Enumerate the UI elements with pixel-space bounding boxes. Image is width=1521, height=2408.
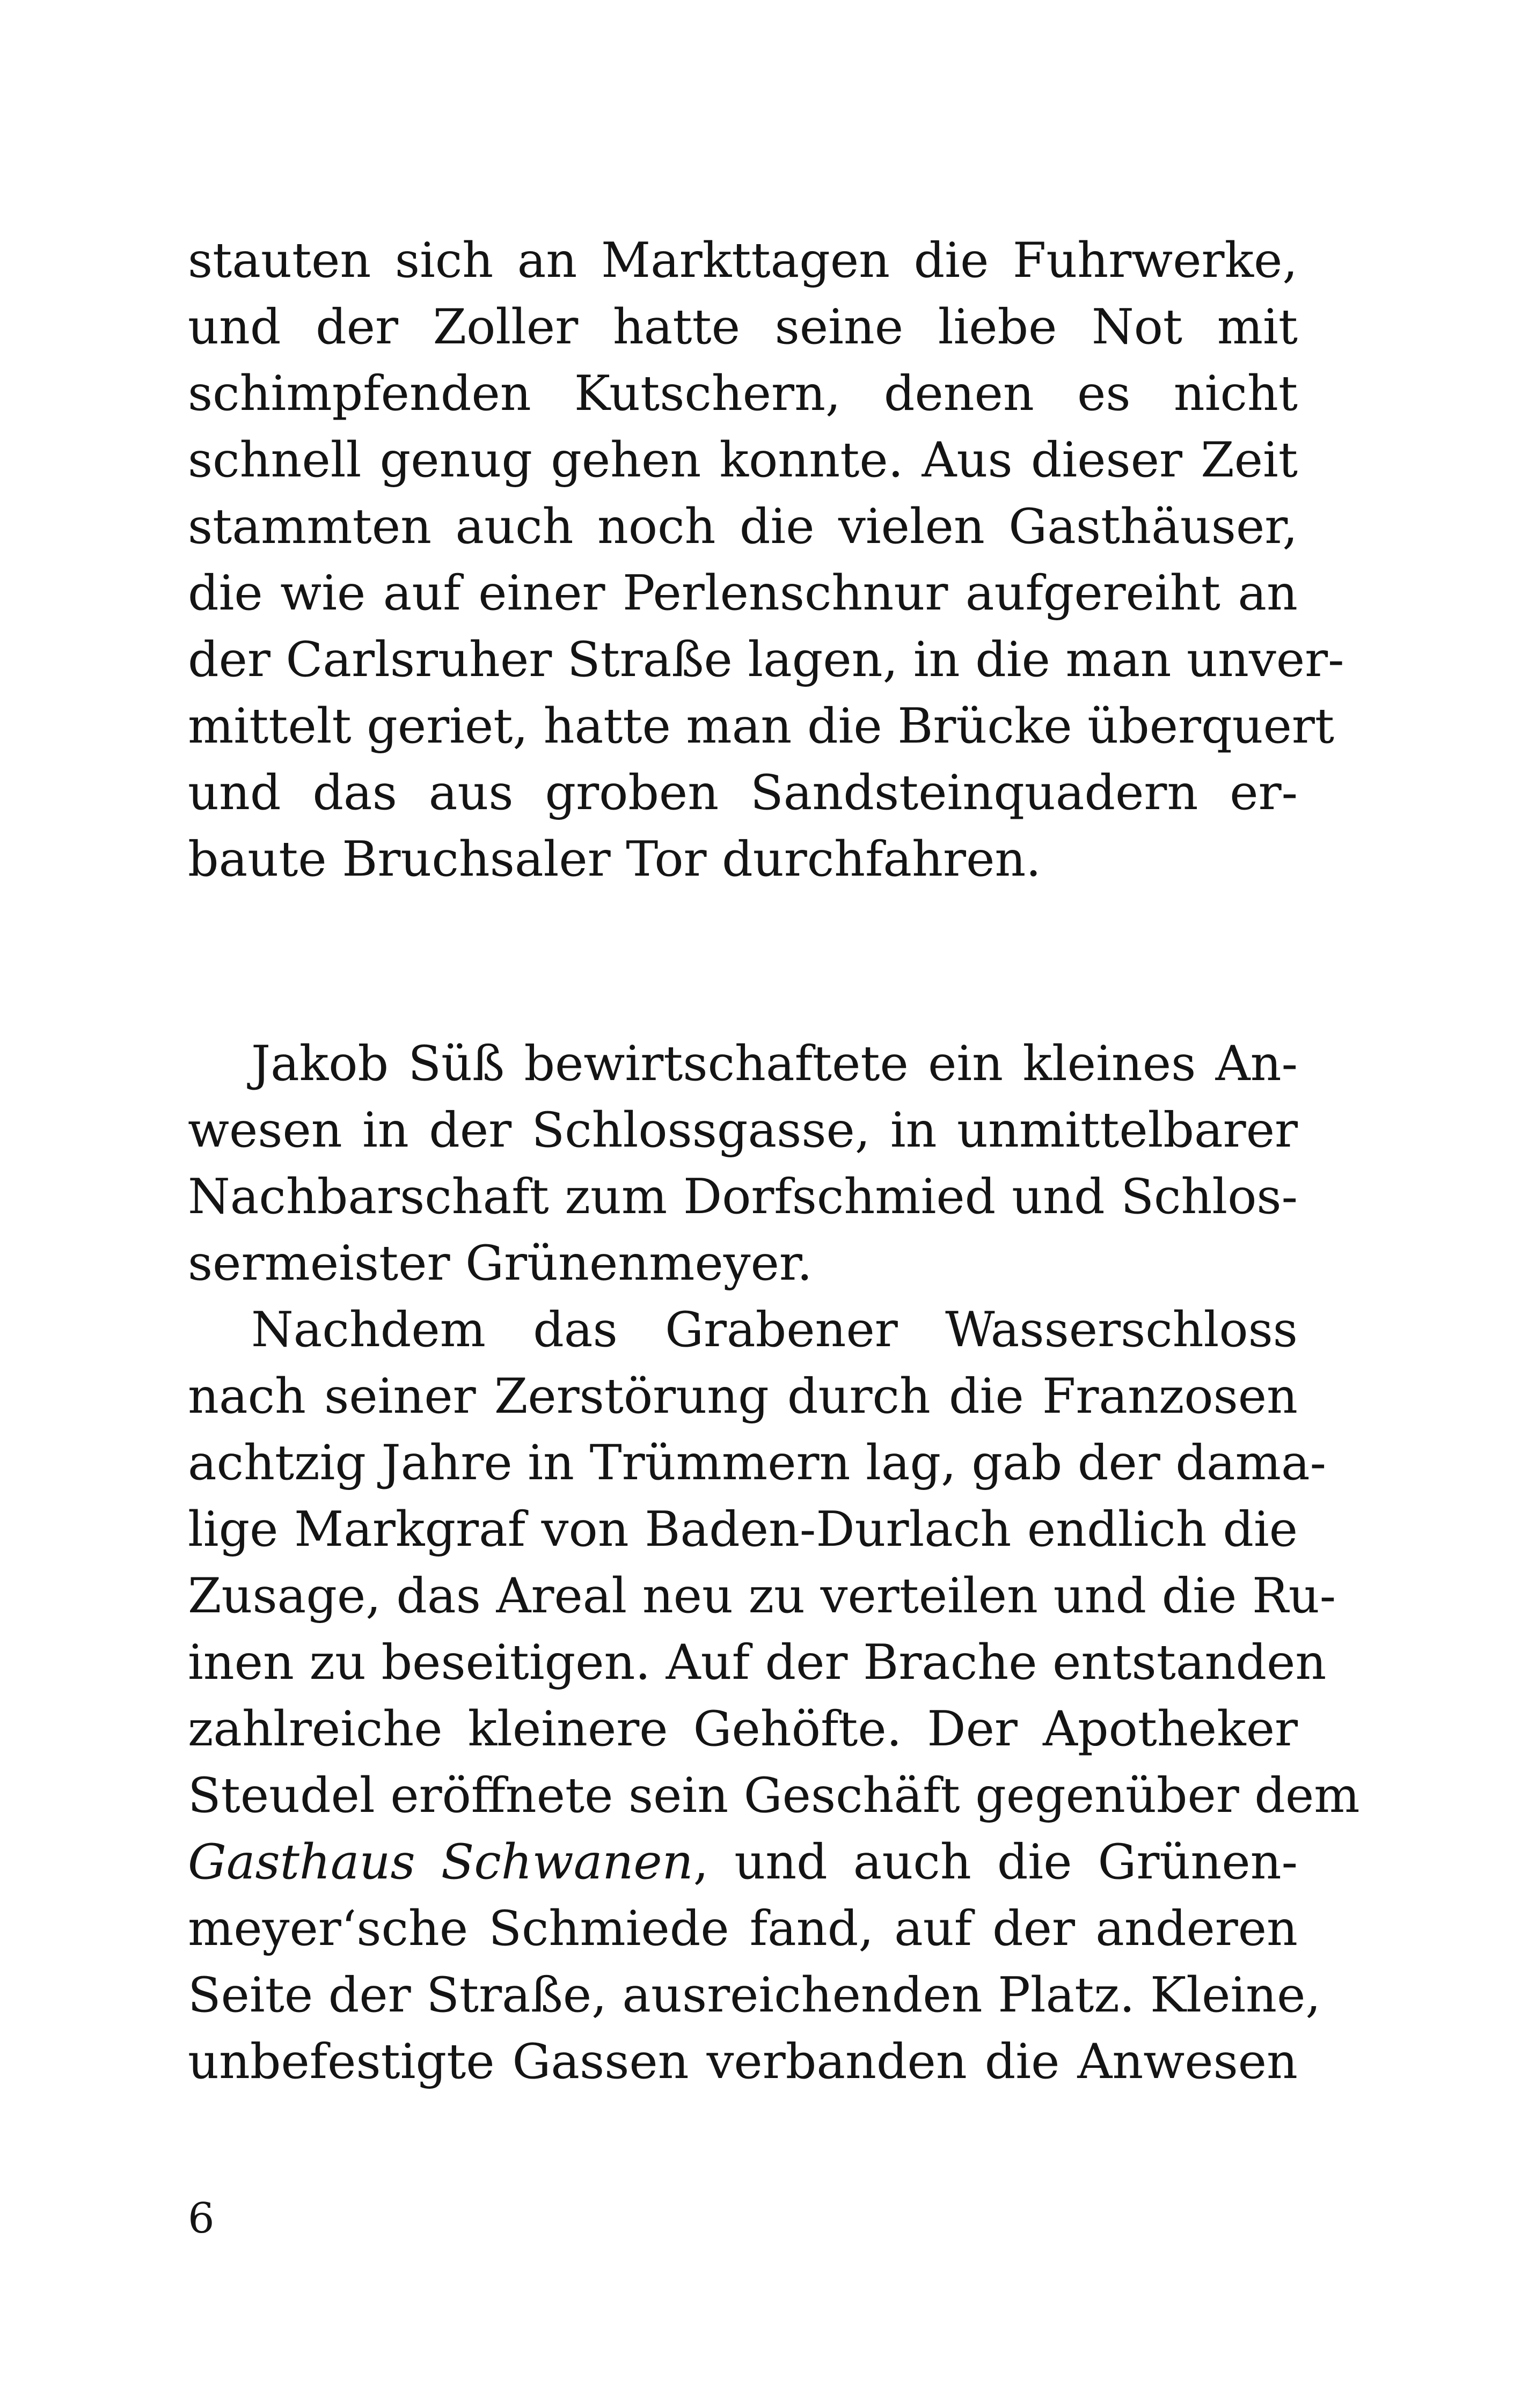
text-line: meyer‘sche Schmiede fand, auf der anderen [188,1900,1298,1957]
text-line: baute Bruchsaler Tor durchfahren. [188,831,1041,887]
text-line: sermeister Grünenmeyer. [188,1235,813,1291]
text-line: Nachbarschaft zum Dorfschmied und Schlos- [188,1169,1298,1225]
text-line: Seite der Straße, ausreichenden Platz. Kleine, [188,1967,1321,2023]
text-line: Zusage, das Areal neu zu verteilen und die Ru- [188,1568,1336,1624]
text-line: schnell genug gehen konnte. Aus dieser Zeit [188,432,1298,488]
text-line: mittelt geriet, hatte man die Brücke überquert [188,698,1335,754]
text-line-with-italic [188,1829,1298,1896]
text-segment: , und auch die Grünen- [693,1834,1298,1890]
text-line: stauten sich an Markttagen die Fuhrwerke, [188,232,1298,289]
text-line: Nachdem das Grabener Wasserschloss [251,1302,1298,1358]
text-line: der Carlsruher Straße lagen, in die man unver- [188,632,1344,688]
text-line: Steudel eröffnete sein Geschäft gegenüber dem [188,1767,1360,1824]
page-number: 6 [188,2194,215,2243]
text-line: wesen in der Schlossgasse, in unmittelbarer [188,1102,1298,1158]
text-line: stammten auch noch die vielen Gasthäuser, [188,498,1298,555]
paragraph-3 [188,1297,1360,2095]
text-line: achtzig Jahre in Trümmern lag, gab der dama- [188,1435,1327,1491]
text-line: lige Markgraf von Baden-Durlach endlich die [188,1501,1298,1558]
text-line: und das aus groben Sandsteinquadern er- [188,765,1298,821]
text-line: Jakob Süß bewirtschaftete ein kleines An- [251,1036,1298,1092]
italic-inn-name: Gasthaus Schwanen [188,1834,693,1890]
text-line: die wie auf einer Perlenschnur aufgereiht an [188,565,1298,621]
text-line: inen zu beseitigen. Auf der Brache entstanden [188,1634,1327,1691]
text-line: und der Zoller hatte seine liebe Not mit [188,299,1298,355]
text-line: zahlreiche kleinere Gehöfte. Der Apotheker [188,1701,1298,1757]
paragraph-2 [188,1031,1298,1297]
paragraph-1 [188,227,1344,893]
text-line: schimpfenden Kutschern, denen es nicht [188,365,1298,422]
text-line: nach seiner Zerstörung durch die Franzosen [188,1368,1298,1425]
text-line: unbefestigte Gassen verbanden die Anwesen [188,2033,1298,2090]
